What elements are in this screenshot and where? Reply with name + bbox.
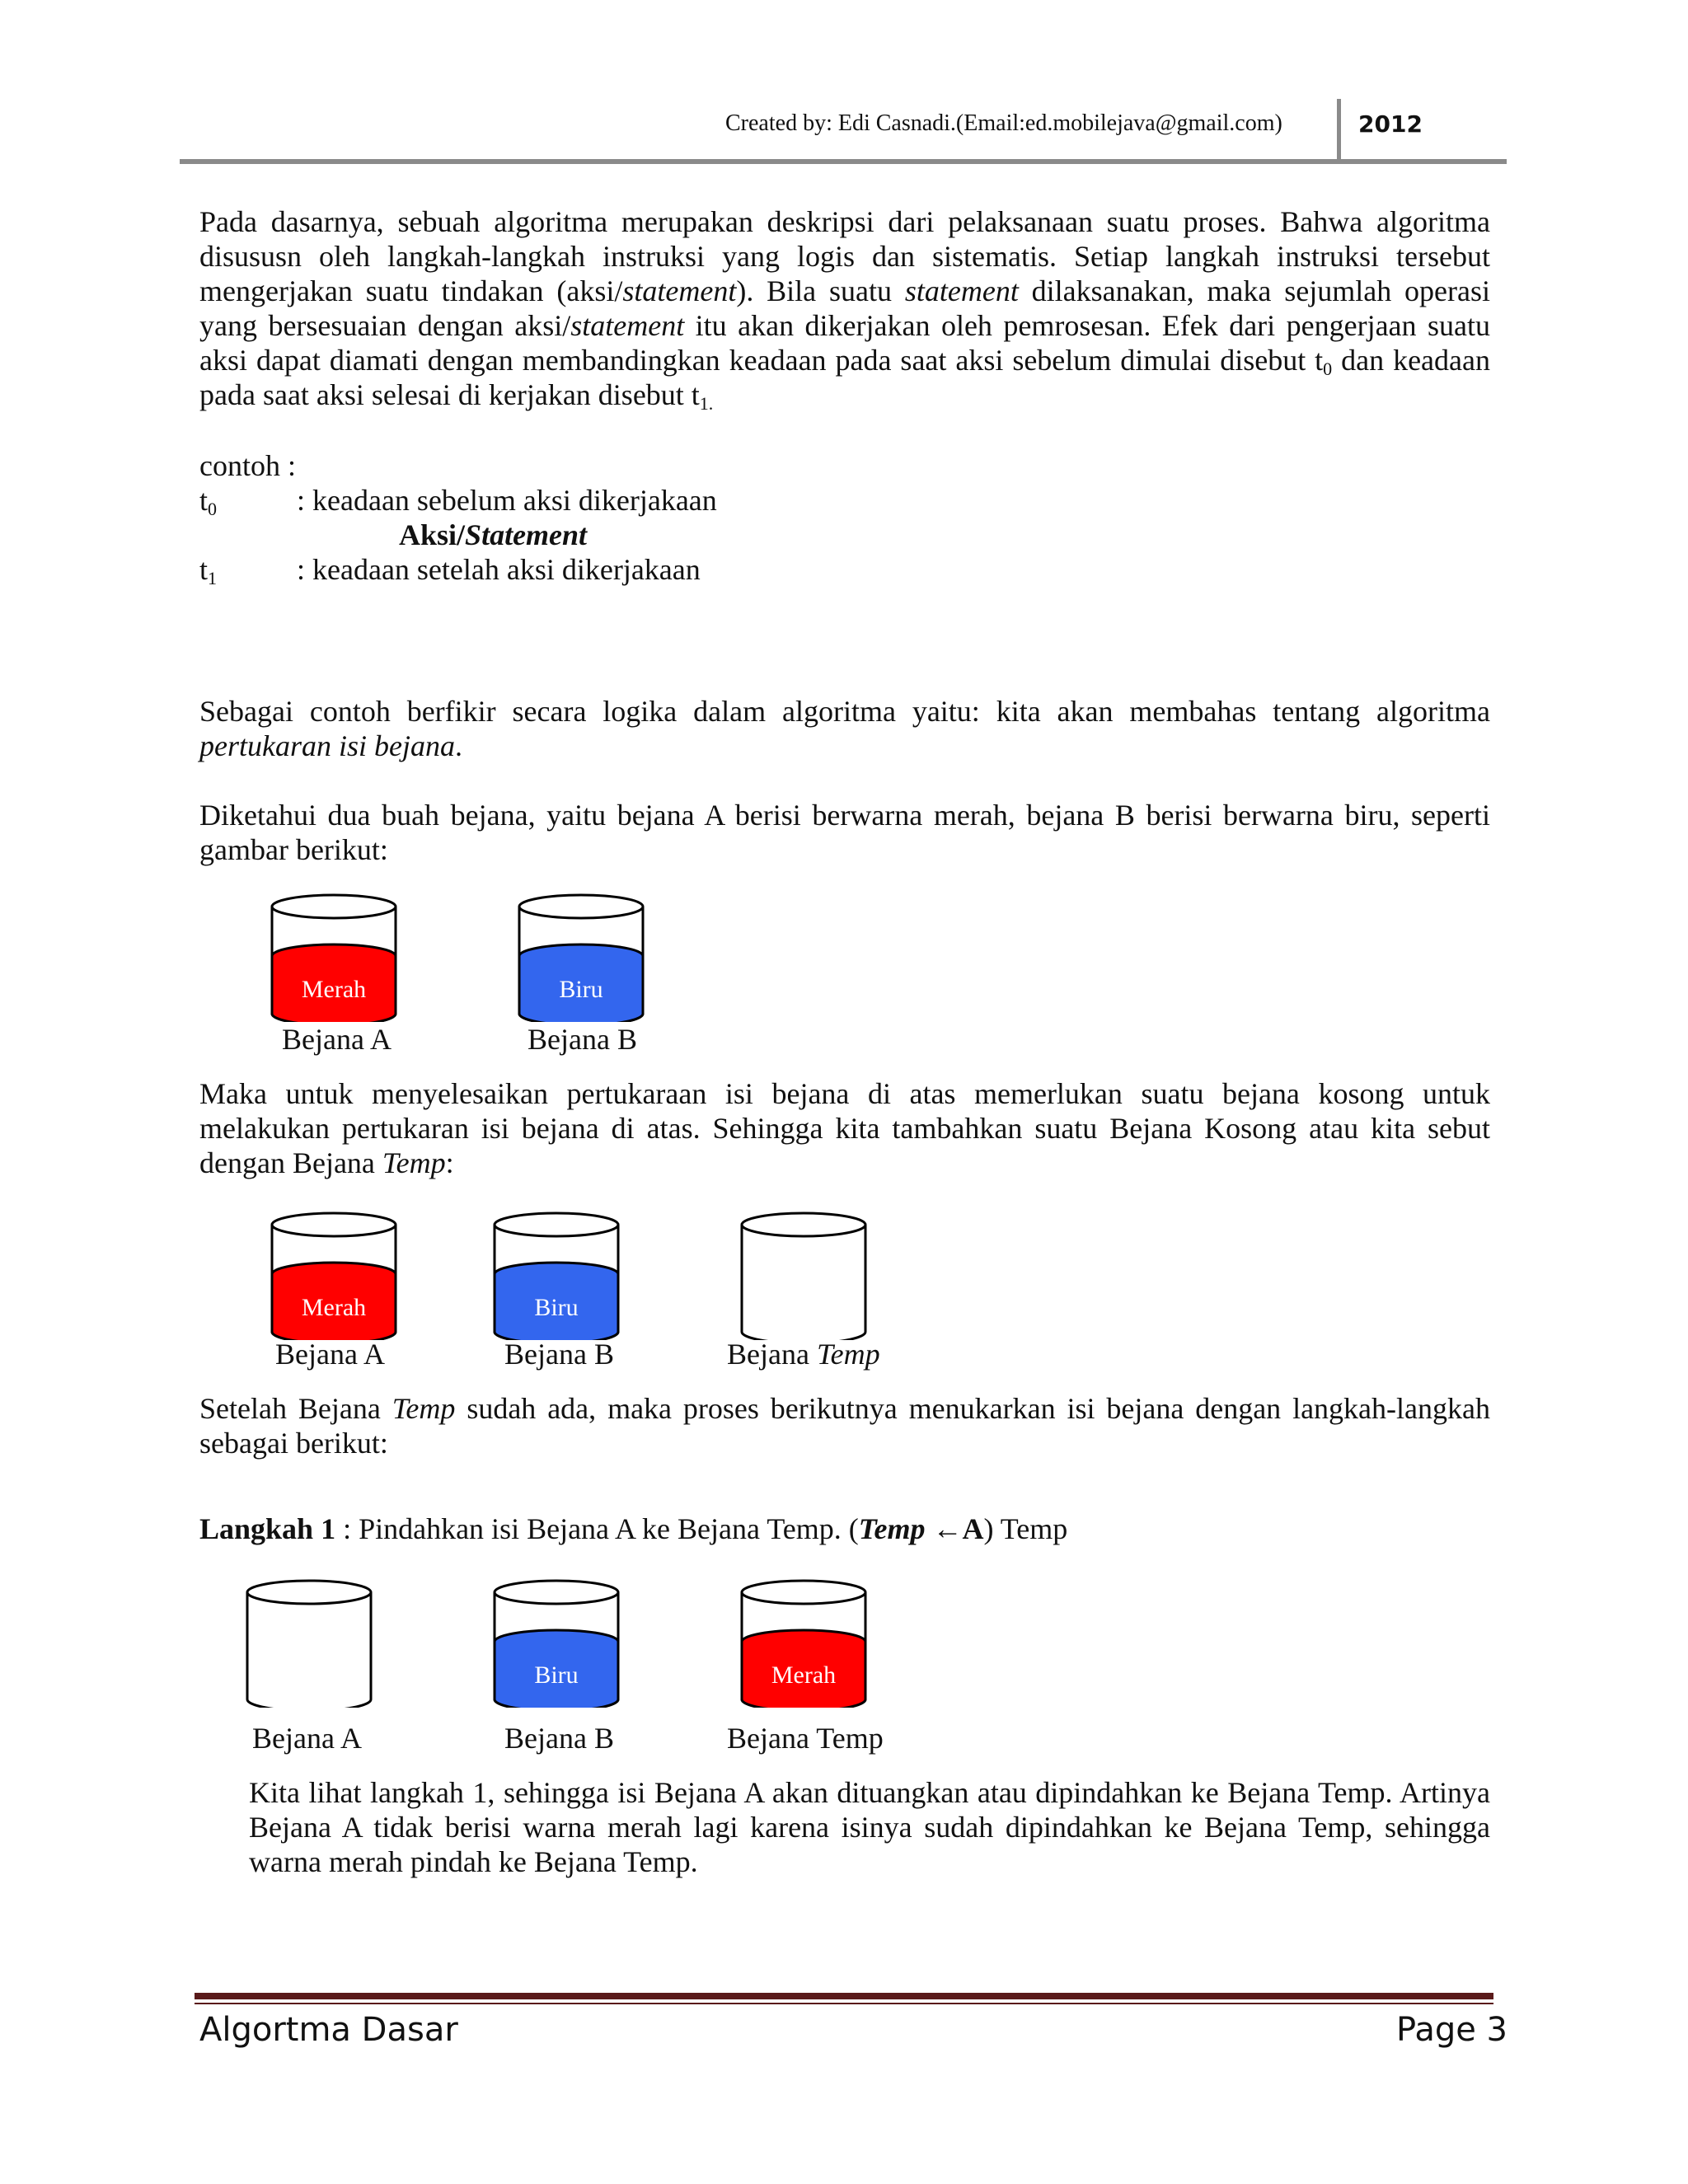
footer-rule-thick <box>195 1993 1493 1999</box>
contoh-label: contoh : <box>199 449 296 482</box>
intro-paragraph: Pada dasarnya, sebuah algoritma merupakan deskripsi dari pelaksanaan suatu proses. Bahwa algoritma disususn oleh langkah-langkah instruksi yang logis dan sistematis. Setiap langkah instruksi tersebut mengerjakan suatu tindakan (aksi/statement). Bila suatu statement dilaksanakan, maka sejumlah operasi yang bersesuaian dengan aksi/statement itu akan dikerjakan oleh pemrosesan. Efek dari pengerjaan suatu aksi dapat diamati dengan membandingkan keadaan pada saat aksi sebelum dimulai disebut $t_0$ dan keadaan pada saat aksi selesai di kerjakan disebut $t_{1.}$ <box>199 205 1490 414</box>
header-year: 2012 <box>1358 110 1423 138</box>
vessel-temp <box>742 1213 865 1340</box>
fig2-label-a: Bejana A <box>275 1338 385 1371</box>
aksi-statement-heading: Aksi/Statement <box>399 518 588 551</box>
vessel-temp-content: Merah <box>771 1661 837 1689</box>
vessel-b-content: Biru <box>534 1294 579 1321</box>
figure-initial-vessels <box>264 890 659 1022</box>
t0-description: : keadaan sebelum aksi dikerjakaan <box>297 484 717 517</box>
step-1-heading: Langkah 1 : Pindahkan isi Bejana A ke Bejana Temp. (Temp ←A) Temp <box>199 1512 1068 1545</box>
figure-step-1 <box>239 1576 890 1708</box>
example-paragraph: Sebagai contoh berfikir secara logika dalam algoritma yaitu: kita akan membahas tentang algoritma pertukaran isi bejana. <box>199 695 1490 762</box>
footer-title: Algortma Dasar <box>199 2011 458 2049</box>
vessel-a-content: Merah <box>301 1294 367 1321</box>
fig3-label-b: Bejana B <box>504 1722 614 1755</box>
footer-page-number: Page 3 <box>1396 2011 1507 2049</box>
t1-term: $t_1$ <box>199 553 218 588</box>
vessel-b <box>495 1581 618 1708</box>
vessel-a <box>272 895 396 1022</box>
t0-term: $t_0$ <box>199 484 218 519</box>
header-rule <box>180 159 1507 164</box>
fig1-label-b: Bejana B <box>528 1023 637 1056</box>
vessel-b-content: Biru <box>534 1661 579 1689</box>
fig2-label-b: Bejana B <box>504 1338 614 1371</box>
figure-with-temp-vessel <box>264 1208 890 1340</box>
vessel-temp <box>742 1581 865 1708</box>
vessel-b-content: Biru <box>559 976 603 1003</box>
fig1-label-a: Bejana A <box>282 1023 392 1056</box>
fig2-label-temp: Bejana Temp <box>727 1338 880 1371</box>
next-process-paragraph: Setelah Bejana Temp sudah ada, maka proses berikutnya menukarkan isi bejana dengan langkah-langkah sebagai berikut: <box>199 1392 1490 1460</box>
fig3-label-temp: Bejana Temp <box>727 1722 884 1755</box>
vessel-a <box>247 1581 371 1708</box>
header-author: Created by: Edi Casnadi.(Email:ed.mobilejava@gmail.com) <box>725 110 1282 136</box>
t1-description: : keadaan setelah aksi dikerjakaan <box>297 553 701 586</box>
step-1-explanation: Kita lihat langkah 1, sehingga isi Bejana A akan dituangkan atau dipindahkan ke Bejana Temp. Artinya Bejana A tidak berisi warna merah lagi karena isinya sudah dipindahkan ke Bejana Temp, sehingga warna merah pindah ke Bejana Temp. <box>249 1776 1490 1878</box>
vessel-a <box>272 1213 396 1340</box>
known-vessels-paragraph: Diketahui dua buah bejana, yaitu bejana A berisi berwarna merah, bejana B berisi berwarna biru, seperti gambar berikut: <box>199 799 1490 866</box>
temp-vessel-paragraph: Maka untuk menyelesaikan pertukaraan isi bejana di atas memerlukan suatu bejana kosong untuk melakukan pertukaran isi bejana di atas. Sehingga kita tambahkan suatu Bejana Kosong atau kita sebut dengan Bejana Temp: <box>199 1077 1490 1179</box>
vessel-a-content: Merah <box>301 976 367 1003</box>
vessel-b <box>519 895 643 1022</box>
header-divider <box>1337 99 1341 160</box>
fig3-label-a: Bejana A <box>252 1722 362 1755</box>
footer-rule-thin <box>195 2003 1493 2004</box>
vessel-b <box>495 1213 618 1340</box>
